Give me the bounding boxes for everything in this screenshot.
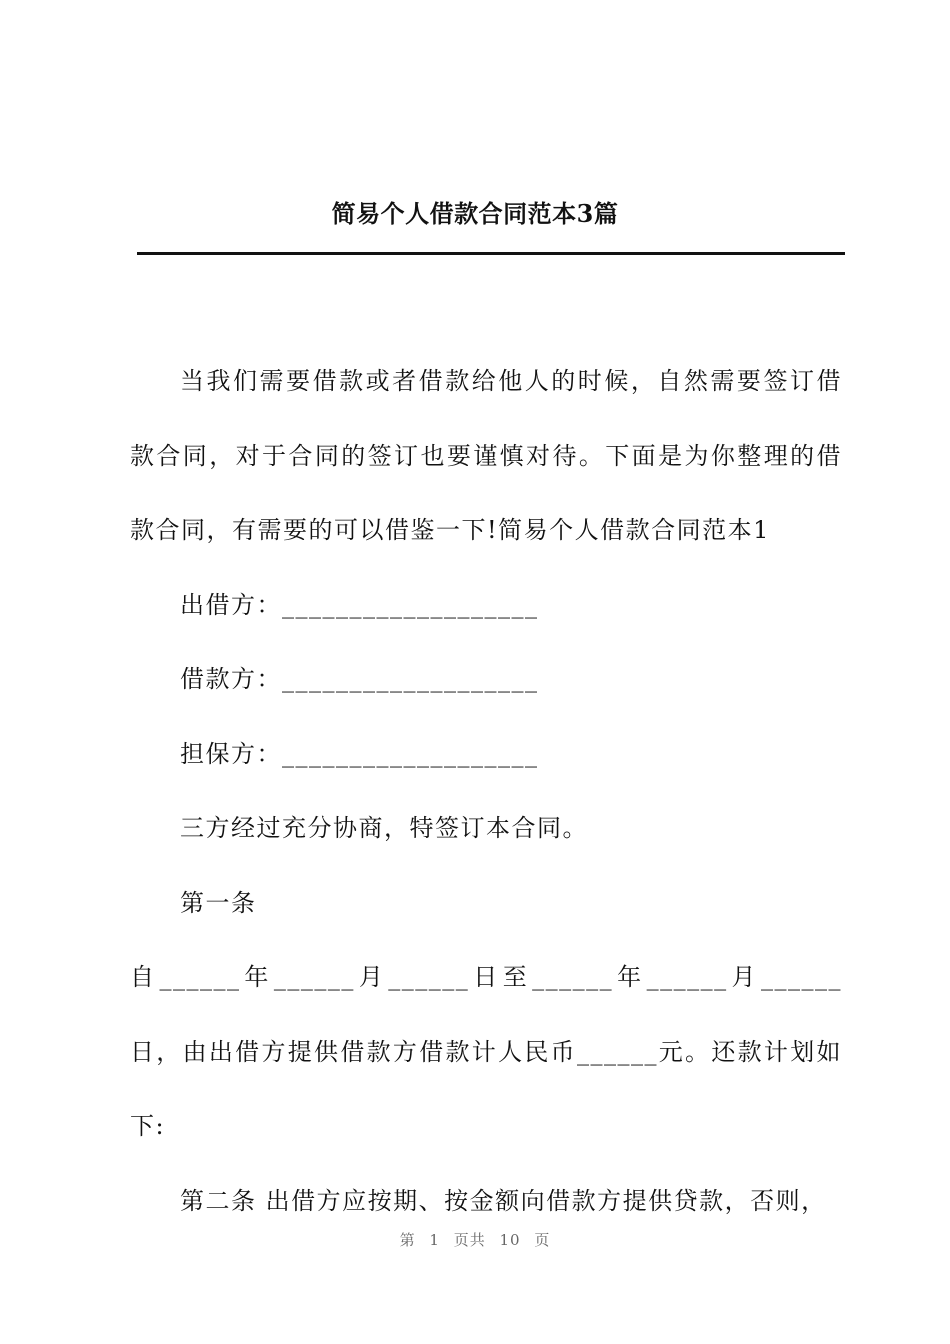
guarantor-line: 担保方：___________________ [180,739,539,768]
borrower-line: 借款方：___________________ [180,665,539,693]
intro-paragraph: 当我们需要借款或者借款给他人的时候，自然需要签订借款合同，对于合同的签订也要谨慎对待。下面是为你整理的借款合同，有需要的可以借鉴一下!简易个人借款合同范本1 [130,367,842,544]
title-underline [137,252,845,255]
page-number-footer: 第 1 页共 10 页 [399,1231,551,1249]
document-title: 简易个人借款合同范本3篇 [331,199,619,228]
article-one-body: 自______年______月______日至______年______月______日，由出借方提供借款方借款计人民币______元。还款计划如下: [130,963,842,1140]
article-two-body: 第二条 出借方应按期、按金额向借款方提供贷款，否则， [180,1186,827,1215]
agreement-statement: 三方经过充分协商，特签订本合同。 [180,814,588,842]
article-one-heading: 第一条 [180,888,257,917]
document-body [130,344,842,1238]
lender-line: 出借方：___________________ [180,590,539,619]
